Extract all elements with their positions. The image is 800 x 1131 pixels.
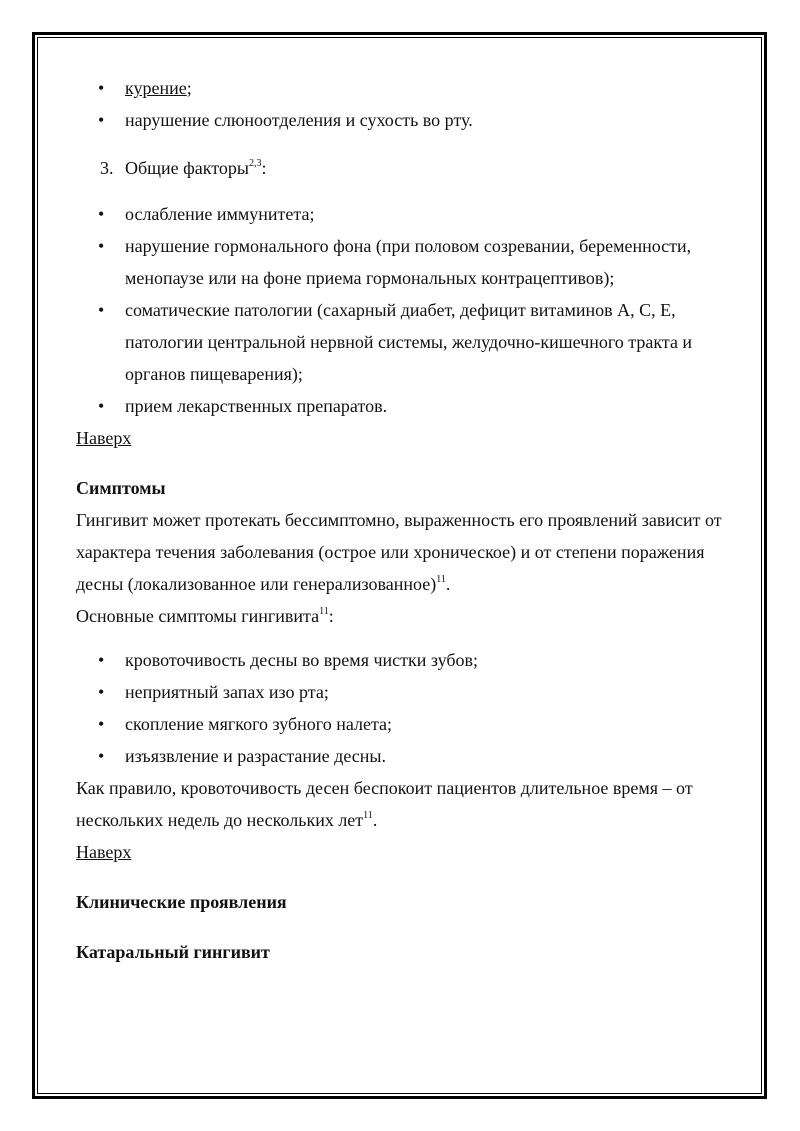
item-number: 3. [100,158,114,178]
numbered-item: 3. Общие факторы$^{2,3}$: [76,152,726,184]
symptoms-list [76,644,726,772]
back-to-top-link[interactable]: Наверх [76,842,132,862]
list-item: • изъязвление и разрастание десны. [76,740,726,772]
list-item: • нарушение гормонального фона (при половом созревании, беременности, менопаузе или на фоне приема гормональных контрацептивов); [76,230,726,294]
list-item: • кровоточивость десны во время чистки зубов; [76,644,726,676]
numbered-item-text: Общие факторы [125,158,250,178]
risk-factors-list [76,72,726,136]
paragraph: Основные симптомы гингивита$^{11}$: [76,606,334,626]
list-item-text: курение [125,78,187,98]
footnote-ref: 11 [436,574,446,585]
list-item: • неприятный запах изо рта; [76,676,726,708]
list-item: • курение; [76,72,726,104]
footnote-ref: 2,3 [249,158,262,169]
paragraph: Как правило, кровоточивость десен беспокоит пациентов длительное время – от нескольких недель до нескольких лет$^{11}$. [76,778,693,830]
list-item-text: нарушение слюноотделения и сухость во рту. [125,110,473,130]
section-heading-symptoms: Симптомы [76,478,166,498]
list-item: • скопление мягкого зубного налета; [76,708,726,740]
list-item [76,104,726,136]
general-factors-list [76,198,726,422]
list-item: • соматические патологии (сахарный диабет, дефицит витаминов А, С, Е, патологии центральной нервной системы, желудочно-кишечного тракта и органов пищеварения); [76,294,726,390]
back-to-top-link[interactable]: Наверх [76,428,132,448]
section-heading-clinical: Клинические проявления [76,892,287,912]
list-item: • ослабление иммунитета; [76,198,726,230]
footnote-ref: 11 [319,606,329,617]
paragraph: Гингивит может протекать бессимптомно, выраженность его проявлений зависит от характера течения заболевания (острое или хроническое) и от степени поражения десны (локализованное или генерализованное)$^{11}$. [76,510,722,594]
footnote-ref: 11 [363,810,373,821]
document-content [76,72,726,968]
list-item: • прием лекарственных препаратов. [76,390,726,422]
section-heading-catarrhal: Катаральный гингивит [76,942,270,962]
